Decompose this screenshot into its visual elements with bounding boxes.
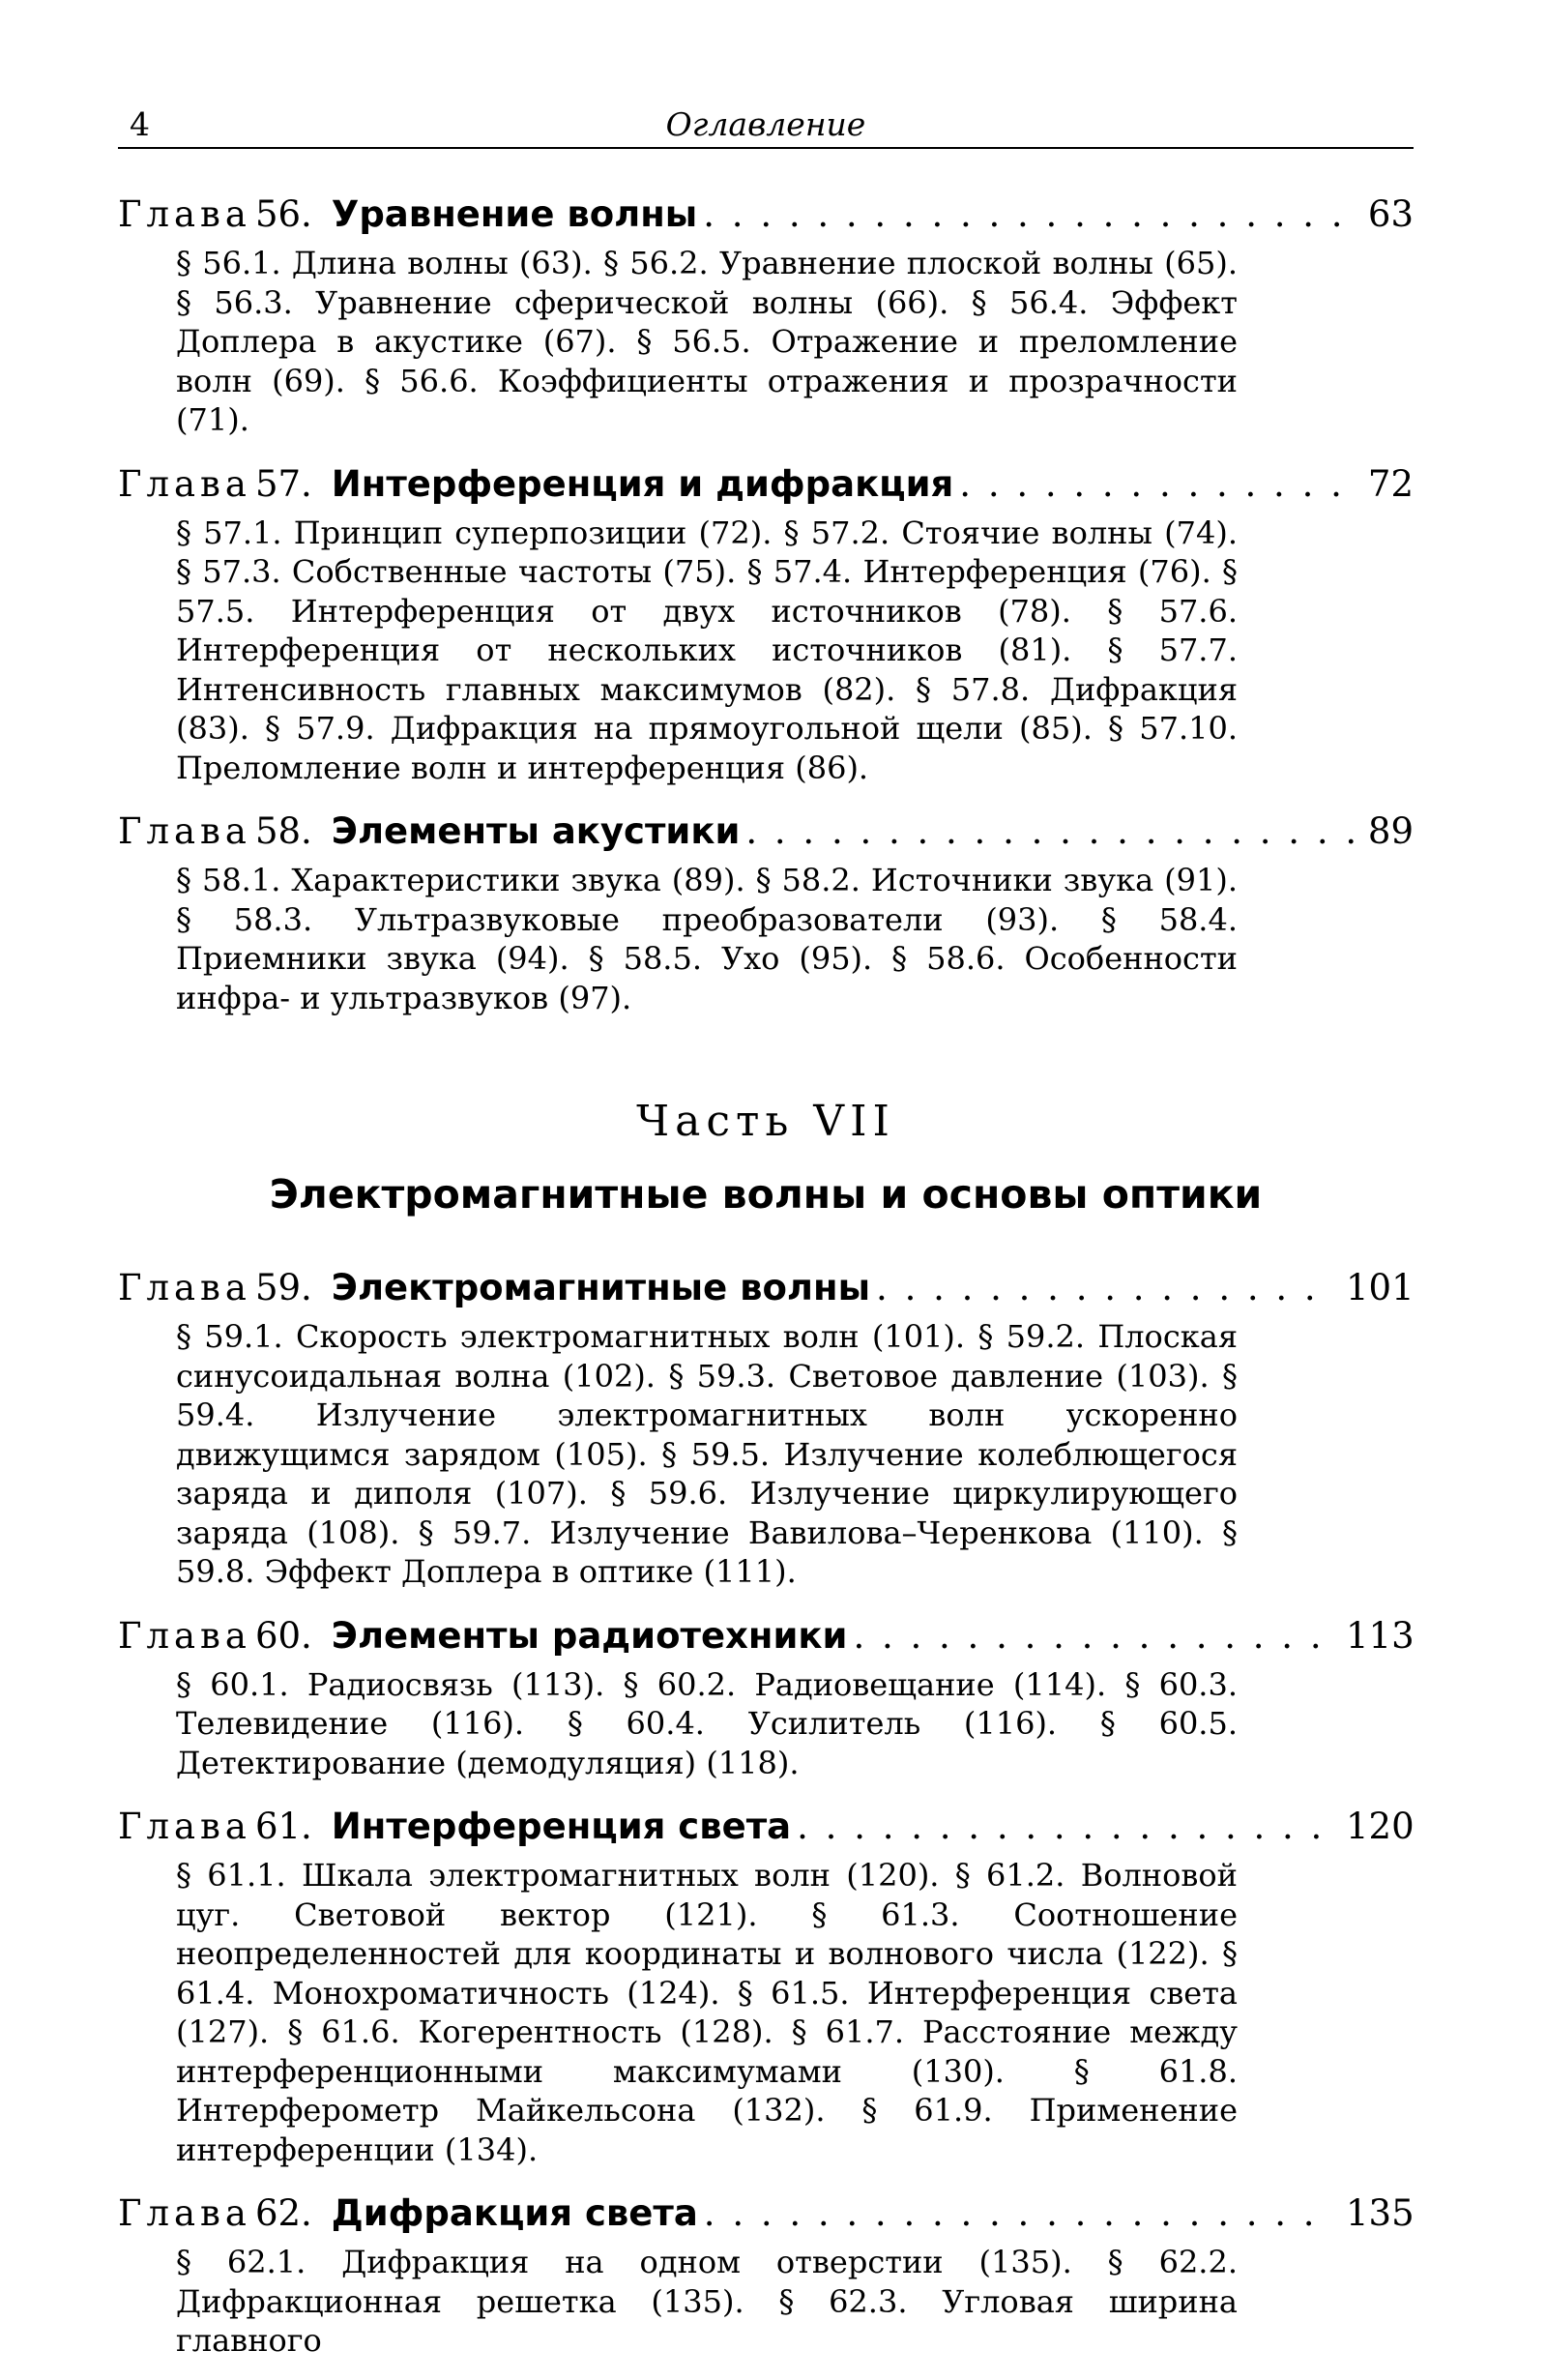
chapter-page: 135 (1346, 2192, 1415, 2234)
dot-leader (704, 2189, 1334, 2239)
dot-leader (876, 1263, 1334, 1313)
chapter-entry[interactable] (118, 1802, 1414, 1852)
chapter-59 (118, 1263, 1414, 1592)
chapter-entry[interactable] (118, 1263, 1414, 1313)
section-list: § 61.1. Шкала электромагнитных волн (120). § 61.2. Волновой цуг. Световой вектор (121). § 61.3. Соотношение неопределенностей для координаты и волнового числа (122). § 61.4. Монохроматичность (124). § 61.5. Интерференция света (127). § 61.6. Когерентность (128). § 61.7. Расстояние между интерференционными максимумами (130). § 61.8. Интерферометр Майкельсона (132). § 61.9. Применение интерференции (134). (176, 1857, 1238, 2168)
running-title: Оглавление (665, 105, 866, 143)
chapter-58 (118, 807, 1414, 1017)
chapter-label: Глава (118, 462, 251, 505)
section-list: § 56.1. Длина волны (63). § 56.2. Уравнение плоской волны (65). § 56.3. Уравнение сферической волны (66). § 56.4. Эффект Доплера в акустике (67). § 56.5. Отражение и преломление волн (69). § 56.6. Коэффициенты отражения и прозрачности (71). (176, 245, 1238, 438)
chapter-60 (118, 1611, 1414, 1783)
part-heading (118, 1093, 1414, 1226)
chapter-62 (118, 2189, 1414, 2361)
chapter-title: Уравнение волны (331, 193, 698, 235)
section-list: § 60.1. Радиосвязь (113). § 60.2. Радиовещание (114). § 60.3. Телевидение (116). § 60.4. Усилитель (116). § 60.5. Детектирование (демодуляция) (118). (176, 1665, 1238, 1781)
chapter-page: 101 (1346, 1267, 1415, 1308)
chapter-page: 113 (1346, 1614, 1415, 1657)
dot-leader (959, 459, 1356, 510)
table-of-contents (118, 190, 1414, 2380)
chapter-label: Глава (118, 2192, 251, 2234)
chapter-title: Дифракция света (331, 2192, 698, 2234)
chapter-entry[interactable] (118, 459, 1414, 510)
chapter-page: 72 (1367, 462, 1414, 505)
chapter-label: Глава (118, 810, 251, 852)
section-list: § 58.1. Характеристики звука (89). § 58.2. Источники звука (91). § 58.3. Ультразвуковые преобразователи (93). § 58.4. Приемники звука (94). § 58.5. Ухо (95). § 58.6. Особенности инфра- и ультразвуков (97). (176, 862, 1238, 1016)
dot-leader (853, 1611, 1334, 1661)
page-number: 4 (130, 105, 150, 143)
chapter-label: Глава (118, 1614, 251, 1657)
chapter-entry[interactable] (118, 190, 1414, 240)
chapter-61 (118, 1802, 1414, 2169)
chapter-57 (118, 459, 1414, 788)
chapter-label: Глава (118, 1806, 251, 1847)
chapter-number: 57. (254, 462, 312, 505)
dot-leader (797, 1802, 1334, 1852)
part-label: Часть VII (636, 1097, 895, 1146)
chapter-56 (118, 190, 1414, 440)
chapter-page: 63 (1367, 193, 1414, 235)
section-list: § 62.1. Дифракция на одном отверстии (135). § 62.2. Дифракционная решетка (135). § 62.3. Угловая ширина главного (176, 2244, 1238, 2359)
chapter-title: Элементы радиотехники (331, 1614, 848, 1657)
page-header (118, 103, 1414, 149)
dot-leader (745, 807, 1356, 857)
chapter-entry[interactable] (118, 2189, 1414, 2239)
chapter-number: 61. (254, 1806, 312, 1847)
chapter-number: 56. (254, 193, 312, 235)
section-list: § 59.1. Скорость электромагнитных волн (101). § 59.2. Плоская синусоидальная волна (102). § 59.3. Световое давление (103). § 59.4. Излучение электромагнитных волн ускоренно движущимся зарядом (105). § 59.5. Излучение колеблющегося заряда и диполя (107). § 59.6. Излучение циркулирующего заряда (108). § 59.7. Излучение Вавилова–Черенкова (110). § 59.8. Эффект Доплера в оптике (111). (176, 1318, 1238, 1590)
chapter-number: 62. (254, 2192, 312, 2234)
chapter-number: 59. (254, 1267, 312, 1308)
chapter-title: Интерференция света (331, 1806, 792, 1847)
chapter-page: 89 (1367, 810, 1414, 852)
dot-leader (703, 190, 1356, 240)
section-list: § 57.1. Принцип суперпозиции (72). § 57.2. Стоячие волны (74). § 57.3. Собственные частоты (75). § 57.4. Интерференция (76). § 57.5. Интерференция от двух источников (78). § 57.6. Интерференция от нескольких источников (81). § 57.7. Интенсивность главных максимумов (82). § 57.8. Дифракция (83). § 57.9. Дифракция на прямоугольной щели (85). § 57.10. Преломление волн и интерференция (86). (176, 514, 1238, 786)
chapter-label: Глава (118, 193, 251, 235)
chapter-title: Элементы акустики (331, 810, 741, 852)
chapter-number: 60. (254, 1614, 312, 1657)
chapter-page: 120 (1346, 1806, 1415, 1847)
chapter-entry[interactable] (118, 807, 1414, 857)
chapter-title: Электромагнитные волны (331, 1267, 871, 1308)
chapter-entry[interactable] (118, 1611, 1414, 1661)
part-title: Электромагнитные волны и основы оптики (269, 1171, 1263, 1218)
chapter-label: Глава (118, 1267, 251, 1308)
chapter-number: 58. (254, 810, 312, 852)
chapter-title: Интерференция и дифракция (331, 462, 954, 505)
